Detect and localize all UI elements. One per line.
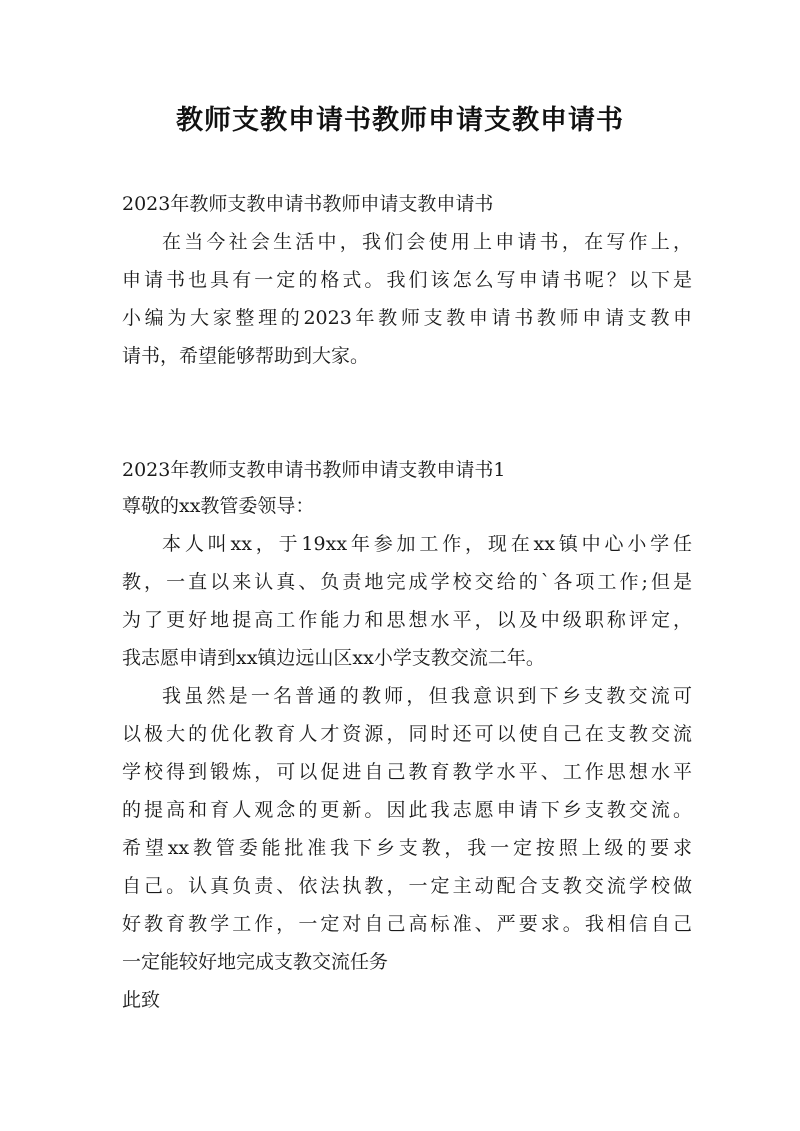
- letter-salutation: 尊敬的xx教管委领导：: [122, 495, 315, 517]
- paragraph-line: 学校得到锻炼，可以促进自己教育教学水平、工作思想水平: [122, 761, 692, 783]
- intro-heading: 2023年教师支教申请书教师申请支教申请书: [122, 193, 494, 215]
- paragraph-line: 好教育教学工作，一定对自己高标准、严要求。我相信自己: [122, 913, 692, 935]
- paragraph-line: 以极大的优化教育人才资源，同时还可以使自己在支教交流: [122, 723, 692, 745]
- paragraph-line: 一定能较好地完成支教交流任务: [122, 951, 389, 973]
- intro-line: 请书，希望能够帮助到大家。: [122, 345, 370, 367]
- paragraph-line: 希望xx教管委能批准我下乡支教，我一定按照上级的要求: [122, 837, 692, 859]
- paragraph-line: 我虽然是一名普通的教师，但我意识到下乡支教交流可: [162, 685, 692, 707]
- intro-line: 申请书也具有一定的格式。我们该怎么写申请书呢？以下是: [122, 269, 692, 291]
- paragraph-line: 我志愿申请到xx镇边远山区xx小学支教交流二年。: [122, 647, 545, 669]
- paragraph-line: 为了更好地提高工作能力和思想水平，以及中级职称评定，: [122, 609, 692, 631]
- paragraph-line: 教，一直以来认真、负责地完成学校交给的`各项工作;但是: [122, 571, 692, 593]
- paragraph-line: 本人叫xx，于19xx年参加工作，现在xx镇中心小学任: [162, 533, 692, 555]
- intro-line: 在当今社会生活中，我们会使用上申请书，在写作上，: [162, 231, 692, 253]
- intro-line: 小编为大家整理的2023年教师支教申请书教师申请支教申: [122, 307, 692, 329]
- letter-closing: 此致: [122, 989, 161, 1011]
- paragraph-line: 自己。认真负责、依法执教，一定主动配合支教交流学校做: [122, 875, 692, 897]
- paragraph-line: 的提高和育人观念的更新。因此我志愿申请下乡支教交流。: [122, 799, 692, 821]
- letter-heading: 2023年教师支教申请书教师申请支教申请书1: [122, 459, 506, 481]
- document-title: 教师支教申请书教师申请支教申请书: [176, 105, 624, 136]
